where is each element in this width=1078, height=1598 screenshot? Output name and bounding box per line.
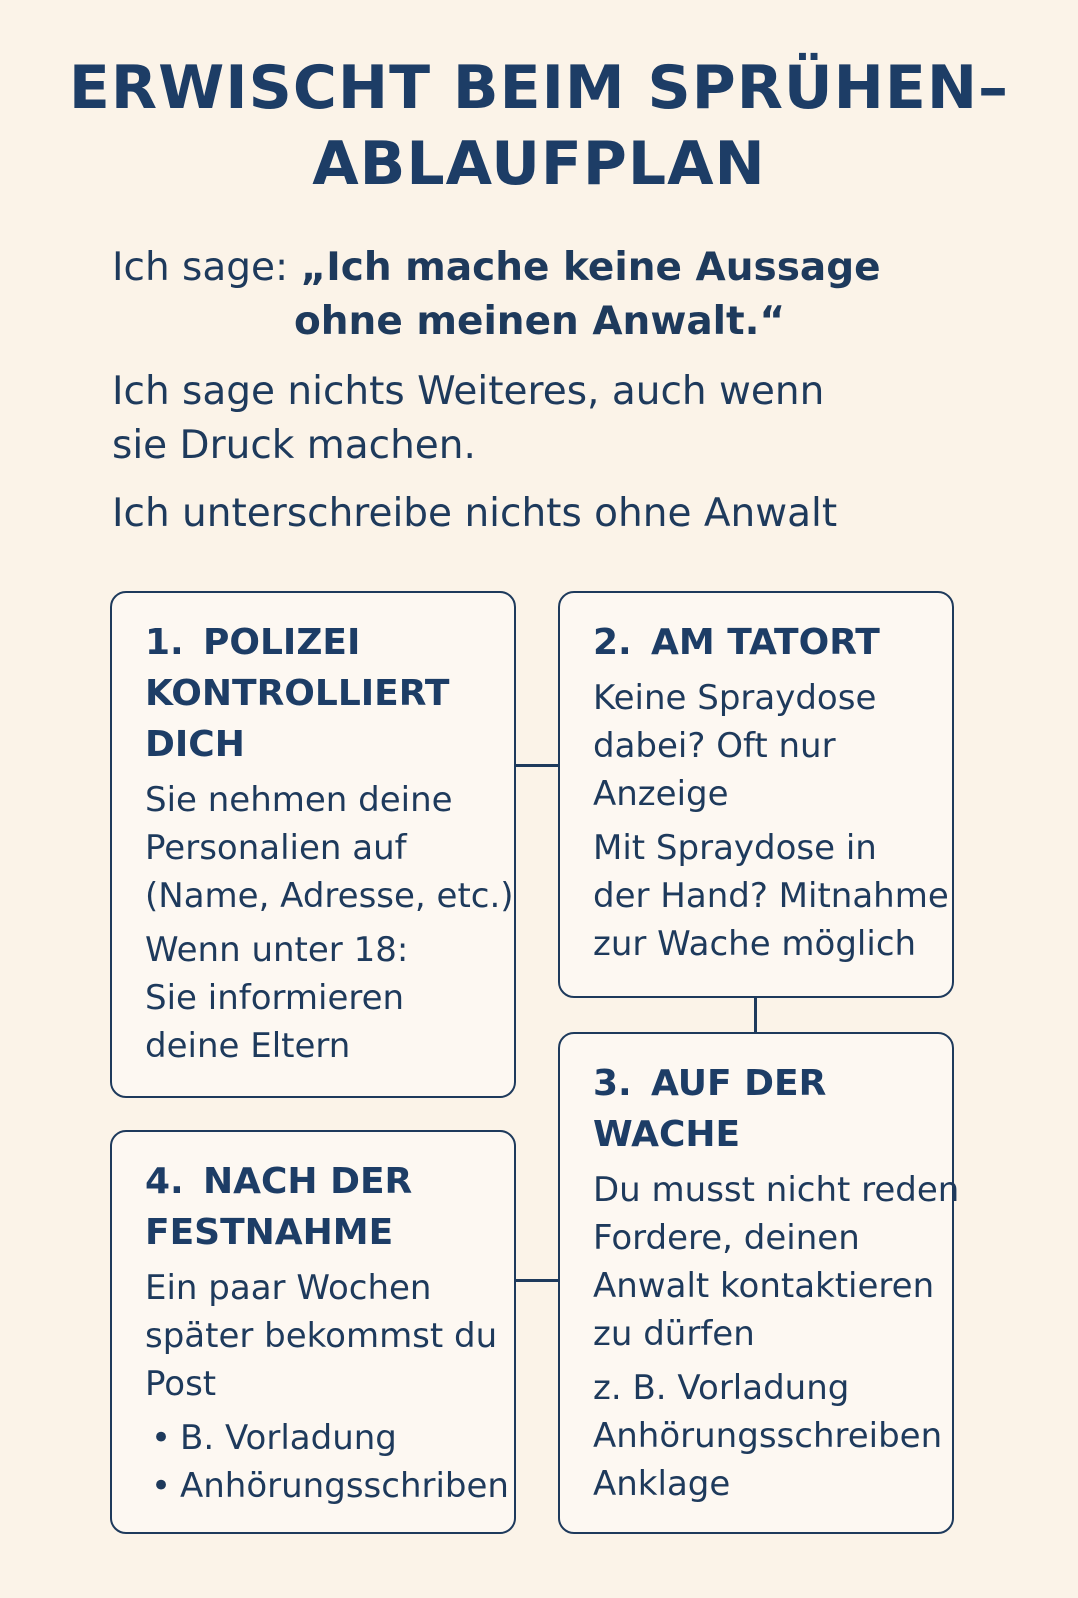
text-line: (Name, Adresse, etc.) bbox=[145, 876, 514, 916]
text-line: der Hand? Mitnahme bbox=[593, 876, 949, 916]
text-line: dabei? Oft nur bbox=[593, 726, 836, 766]
intro-nothing-line-2: sie Druck machen. bbox=[112, 423, 476, 468]
step-2-title-line: AM TATORT bbox=[651, 622, 880, 663]
step-1-number: 1. bbox=[145, 622, 184, 663]
text-line: Sie informieren bbox=[145, 978, 405, 1018]
bullet-icon: • bbox=[151, 1418, 172, 1458]
intro-say-quote-line-1: „Ich mache keine Aussage bbox=[300, 245, 881, 290]
intro-say-line-1 bbox=[112, 240, 881, 295]
step-4-title bbox=[145, 1156, 514, 1258]
intro-nothing-line-1: Ich sage nichts Weiteres, auch wenn bbox=[112, 369, 825, 414]
step-box-3 bbox=[558, 1032, 960, 1534]
text-line: zu dürfen bbox=[593, 1314, 755, 1354]
text-line: z. B. Vorladung bbox=[593, 1368, 850, 1408]
text-line: Du musst nicht reden bbox=[593, 1170, 960, 1210]
text-line: Anklage bbox=[593, 1464, 731, 1504]
step-4-title-line: NACH DER bbox=[203, 1161, 413, 1202]
text-line: zur Wache möglich bbox=[593, 924, 917, 964]
intro-sign: Ich unterschreibe nichts ohne Anwalt bbox=[112, 491, 838, 536]
step-1-title-line: POLIZEI bbox=[203, 622, 361, 663]
step-box-2 bbox=[558, 591, 954, 998]
step-3-text-examples bbox=[593, 1364, 952, 1508]
text-line: später bekommst du bbox=[145, 1316, 498, 1356]
text-line: Post bbox=[145, 1364, 217, 1404]
bullet-text: B. Vorladung bbox=[180, 1418, 397, 1458]
text-line: Sie nehmen deine bbox=[145, 780, 453, 820]
bullet-icon: • bbox=[151, 1466, 172, 1506]
step-1-title-line: KONTROLLIERT bbox=[145, 673, 450, 714]
step-3-title-line: AUF DER bbox=[651, 1063, 827, 1104]
text-line: Anhörungsschreiben bbox=[593, 1416, 943, 1456]
step-2-number: 2. bbox=[593, 622, 632, 663]
step-1-text-personalien bbox=[145, 776, 514, 920]
connector-step2-step3 bbox=[754, 996, 757, 1032]
step-2-text-with-can bbox=[593, 824, 952, 968]
step-2-text-no-can bbox=[593, 674, 952, 818]
text-line: Keine Spraydose bbox=[593, 678, 877, 718]
text-line: Fordere, deinen bbox=[593, 1218, 860, 1258]
step-3-title bbox=[593, 1058, 952, 1160]
page-title-line-1: ERWISCHT BEIM SPRÜHEN– bbox=[68, 53, 1010, 123]
text-line: deine Eltern bbox=[145, 1026, 351, 1066]
step-box-4 bbox=[110, 1130, 516, 1534]
step-4-number: 4. bbox=[145, 1161, 184, 1202]
step-4-bullet-list bbox=[145, 1414, 514, 1510]
connector-step1-step2 bbox=[514, 764, 560, 767]
step-1-title bbox=[145, 617, 514, 770]
step-1-title-line: DICH bbox=[145, 724, 245, 765]
page-title-line-2: ABLAUFPLAN bbox=[312, 129, 766, 199]
text-line: Anwalt kontaktieren bbox=[593, 1266, 935, 1306]
bullet-text: Anhörungsschriben bbox=[180, 1466, 509, 1506]
intro-say-quote-line-2: ohne meinen Anwalt.“ bbox=[294, 299, 786, 344]
intro-say-prefix: Ich sage: bbox=[112, 245, 301, 290]
step-2-title bbox=[593, 617, 952, 668]
text-line: Anzeige bbox=[593, 774, 729, 814]
step-3-title-line: WACHE bbox=[593, 1114, 741, 1155]
text-line: Wenn unter 18: bbox=[145, 930, 409, 970]
step-box-1 bbox=[110, 591, 516, 1098]
text-line: Ein paar Wochen bbox=[145, 1268, 432, 1308]
connector-step4-step3 bbox=[514, 1279, 560, 1282]
step-1-text-under-18 bbox=[145, 926, 514, 1070]
list-item bbox=[145, 1414, 514, 1462]
text-line: Personalien auf bbox=[145, 828, 407, 868]
step-4-title-line: FESTNAHME bbox=[145, 1212, 394, 1253]
step-3-number: 3. bbox=[593, 1063, 632, 1104]
step-4-text-post bbox=[145, 1264, 514, 1408]
text-line: Mit Spraydose in bbox=[593, 828, 877, 868]
step-3-text-rights bbox=[593, 1166, 960, 1358]
list-item bbox=[145, 1462, 514, 1510]
